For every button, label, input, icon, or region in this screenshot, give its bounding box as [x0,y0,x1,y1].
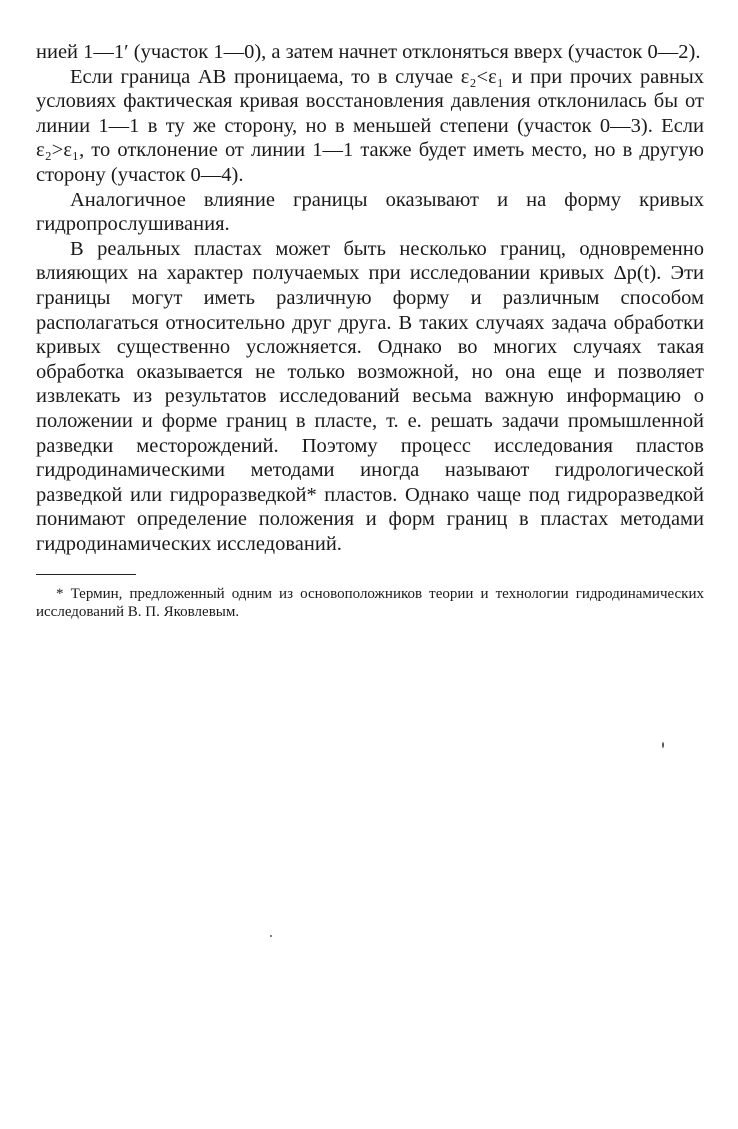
paragraph-continuation: нией 1—1′ (участок 1—0), а затем начнет отклоняться вверх (участок 0—2). [36,41,701,63]
paragraph-interference-curves: Аналогичное влияние границы оказывают и на форму кривых гидропрослушивания. [36,188,704,236]
paragraph-permeable-boundary: Если граница AB проницаема, то в случае ε₂<ε₁ и при прочих равных условиях фактическая кривая восстановления давления отклонилась бы от линии 1—1 в ту же сторону, но в меньшей степени (участок 0—3). Если ε₂>ε₁, то отклонение от линии 1—1 также будет иметь место, но в другую сторону (участок 0—4). [36,65,704,186]
footnote: * Термин, предложенный одним из основоположников теории и технологии гидродинамических исследований В. П. Яковлевым. [36,586,704,621]
page-body [36,40,704,621]
footnote-divider [36,574,136,575]
page-speck [662,742,664,748]
page-speck [270,935,272,937]
paragraph-real-reservoirs: В реальных пластах может быть несколько границ, одновременно влияющих на характер получаемых при исследовании кривых Δp(t). Эти границы могут иметь различную форму и различным способом располагаться относительно друг друга. В таких случаях задача обработки кривых существенно усложняется. Однако во многих случаях такая обработка оказывается не только возможной, но она еще и позволяет извлекать из результатов исследований весьма важную информацию о положении и форме границ в пласте, т. е. решать задачи промышленной разведки месторождений. Поэтому процесс исследования пластов гидродинамическими методами иногда называют гидрологической разведкой или гидроразведкой* пластов. Однако чаще под гидроразведкой понимают определение положения и форм границ в пластах методами гидродинамических исследований. [36,237,704,555]
